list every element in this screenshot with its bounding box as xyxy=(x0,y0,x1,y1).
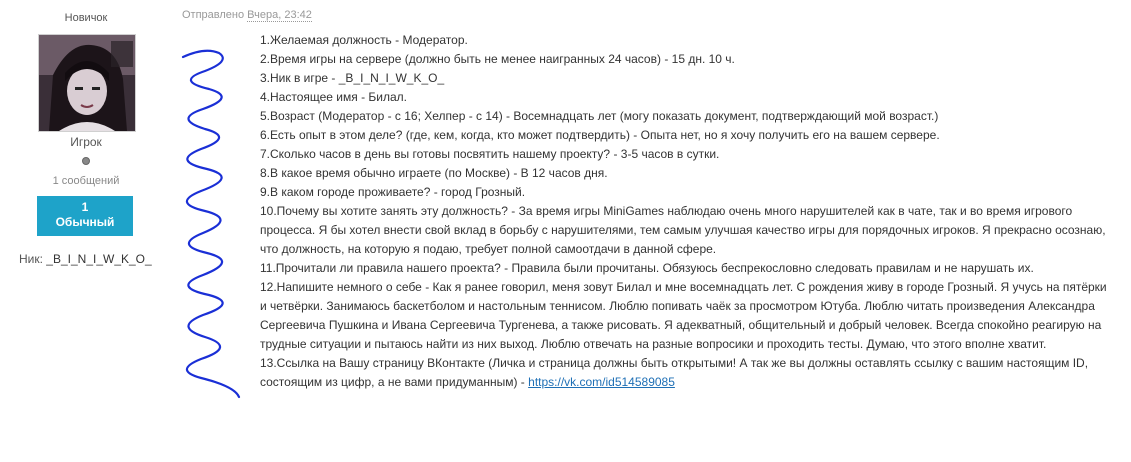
group-badge xyxy=(37,196,133,236)
post-time[interactable]: Вчера, 23:42 xyxy=(247,9,312,21)
status-dot-icon xyxy=(82,157,90,165)
answer-line: 1.Желаемая должность - Модератор. xyxy=(260,33,468,47)
user-rank: Новичок xyxy=(64,12,108,24)
answer-line-13 xyxy=(260,354,1110,392)
answer-line: 2.Время игры на сервере (должно быть не менее наигранных 24 часов) - 15 дн. 10 ч. xyxy=(260,52,735,66)
avatar[interactable] xyxy=(38,34,136,132)
answer-line: 3.Ник в игре - _B_I_N_I_W_K_O_ xyxy=(260,71,445,85)
answer-line: 8.В какое время обычно играете (по Москве) - В 12 часов дня. xyxy=(260,166,608,180)
post-content xyxy=(260,31,1110,392)
badge-name: Обычный xyxy=(55,215,115,229)
post-meta xyxy=(182,9,312,21)
vk-link[interactable]: https://vk.com/id514589085 xyxy=(528,375,675,389)
answer-line: 7.Сколько часов в день вы готовы посвятить нашему проекту? - 3-5 часов в сутки. xyxy=(260,147,720,161)
sent-label: Отправлено xyxy=(182,9,245,21)
user-sidebar xyxy=(0,0,172,462)
message-count: 1 сообщений xyxy=(52,175,120,187)
badge-number: 1 xyxy=(81,200,89,214)
nick-label: Ник: xyxy=(19,252,43,266)
answer-line: 10.Почему вы хотите занять эту должность? - За время игры MiniGames наблюдаю очень много нарушителей как в чате, так и во время игрового процесса. Я бы хотел внести свой вклад в борьбу с нарушителями, тем самым улучшая качество игры для порядочных игроков. Я прекрасно осознаю, что должность, на которую я подаю, требует полной самоотдачи в данной сфере. xyxy=(260,204,1106,256)
answer-line: 11.Прочитали ли правила нашего проекта? - Правила были прочитаны. Обязуюсь беспрекословно следовать правилам и не нарушать их. xyxy=(260,261,1034,275)
answer-line-13-text: 13.Ссылка на Вашу страницу ВКонтакте (Личка и страница должны быть открытыми! А так же вы должны оставлять ссылку с вашим настоящим ID, состоящим из цифр, а не вами придуманным) - xyxy=(260,356,1089,389)
user-role: Игрок xyxy=(70,135,102,149)
nick-value: _B_I_N_I_W_K_O_ xyxy=(46,252,152,266)
answer-line: 12.Напишите немного о себе - Как я ранее говорил, меня зовут Билал и мне восемнадцать лет. С рождения живу в городе Грозный. Я учусь на пятёрки и четвёрки. Занимаюсь баскетболом и настольным теннисом. Люблю попивать чаёк за просмотром Ютуба. Люблю читать произведения Александра Сергеевича Пушкина и Ивана Сергеевича Тургенева, а также рисовать. Я адекватный, общительный и добрый человек. Всегда спокойно реагирую на трудные ситуации и пытаюсь найти из них выход. Люблю отвечать на разные вопросики и проходить тесты. Думаю, что этого вполне хватит. xyxy=(260,280,1107,351)
scribble-annotation xyxy=(165,45,245,405)
user-nick xyxy=(19,252,152,266)
answer-line: 5.Возраст (Модератор - с 16; Хелпер - с 14) - Восемнадцать лет (могу показать документ, подтверждающий мой возраст.) xyxy=(260,109,939,123)
answer-line: 6.Есть опыт в этом деле? (где, кем, когда, кто может подтвердить) - Опыта нет, но я хочу получить его на вашем сервере. xyxy=(260,128,940,142)
answer-line: 9.В каком городе проживаете? - город Грозный. xyxy=(260,185,526,199)
answer-line: 4.Настоящее имя - Билал. xyxy=(260,90,408,104)
